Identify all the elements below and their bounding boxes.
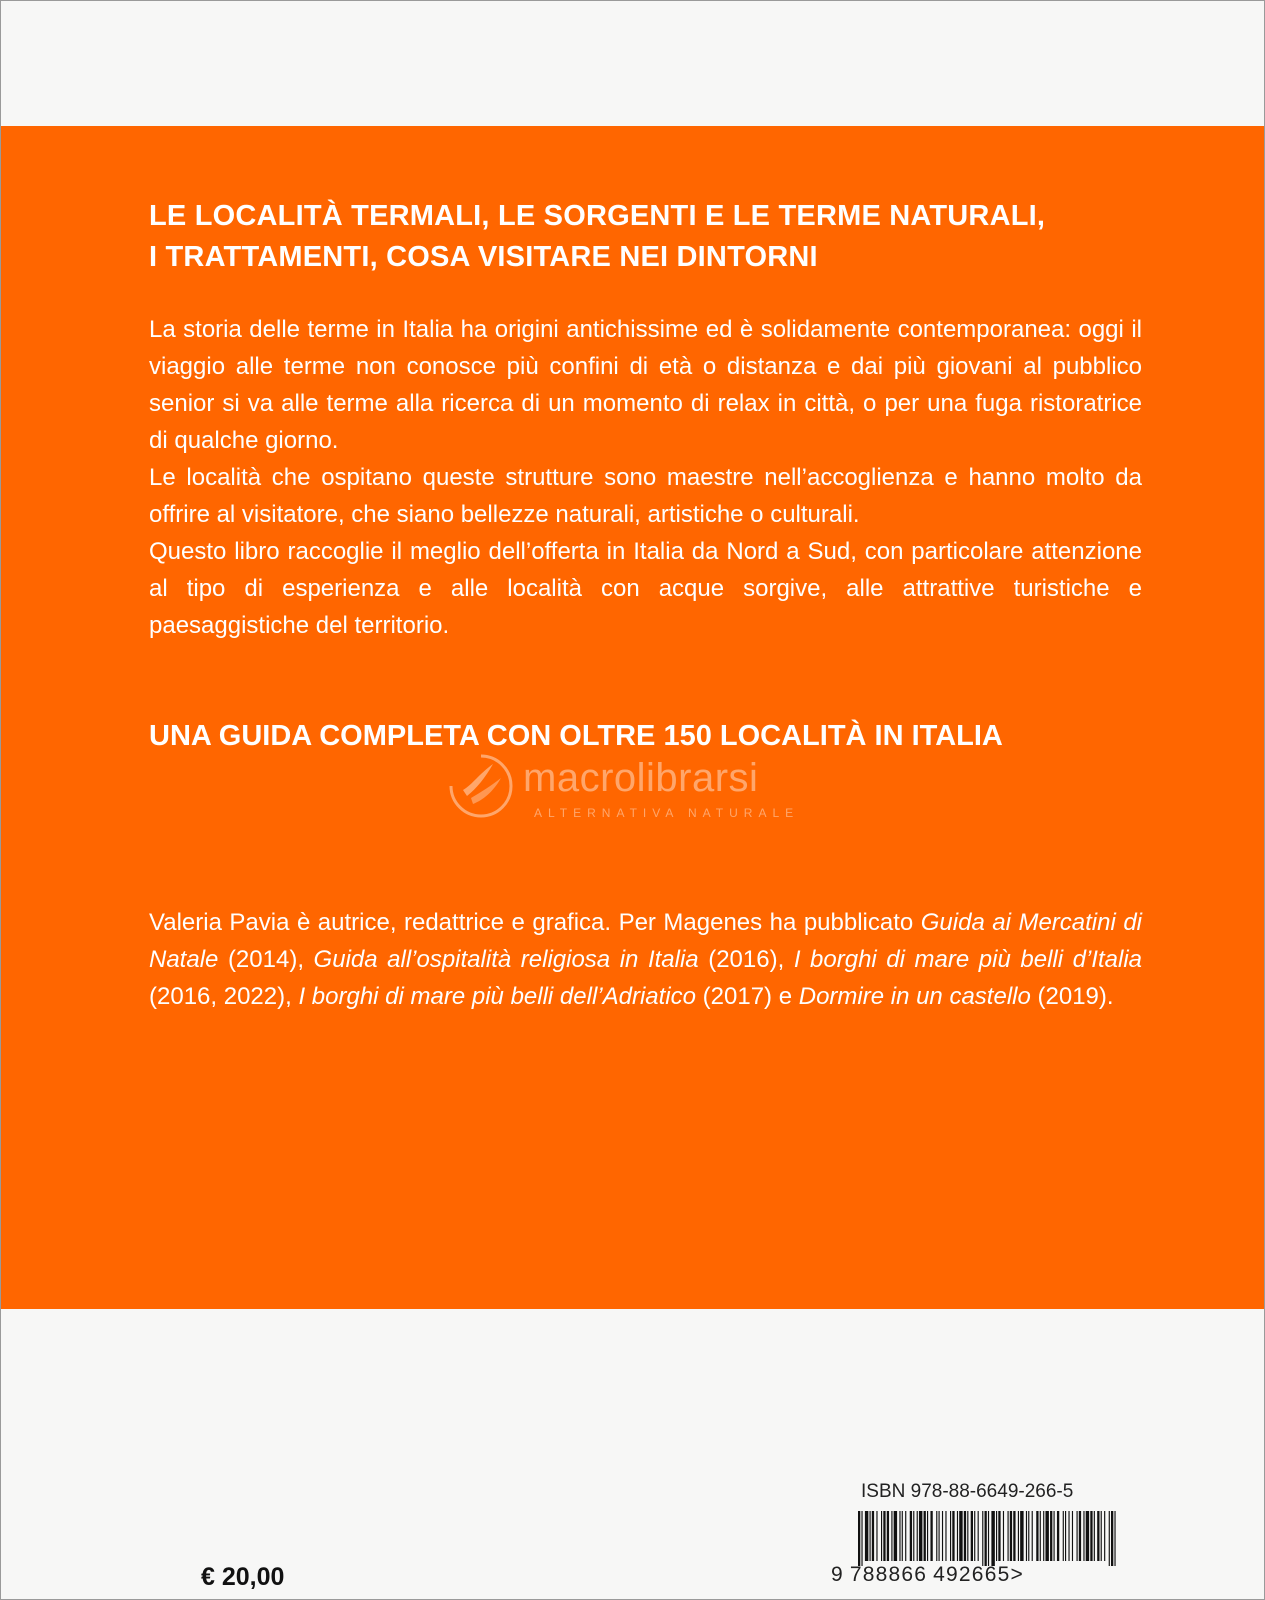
barcode-bar <box>1114 1511 1115 1566</box>
barcode-bar <box>1057 1511 1059 1561</box>
barcode-bar <box>1094 1511 1095 1561</box>
barcode-bar <box>950 1511 951 1561</box>
barcode <box>858 1511 1118 1566</box>
tagline: UNA GUIDA COMPLETA CON OLTRE 150 LOCALITÀ IN ITALIA <box>149 720 1003 752</box>
barcode-digit-group-1: 788866 <box>849 1563 928 1586</box>
barcode-bar <box>899 1511 900 1561</box>
watermark <box>441 746 841 836</box>
headline <box>149 196 1149 278</box>
barcode-bar <box>959 1511 962 1561</box>
barcode-bar <box>1032 1511 1033 1561</box>
description-paragraph-1: La storia delle terme in Italia ha origini antichissime ed è solidamente contemporanea: oggi il viaggio alle terme non conosce più confini di età o distanza e dai più giovani al pubblico senior si va alle terme alla ricerca di un momento di relax in città, o per una fuga ristoratrice di qualche giorno. <box>149 316 1142 454</box>
book-year: (2019). <box>1037 983 1114 1010</box>
book-title: Dormire in un castello <box>798 983 1031 1010</box>
barcode-bar <box>1079 1511 1081 1561</box>
barcode-bar <box>1018 1511 1019 1561</box>
barcode-bar <box>924 1511 926 1561</box>
barcode-bar <box>913 1511 914 1561</box>
barcode-bar <box>996 1511 997 1561</box>
barcode-arrow: > <box>1010 1563 1024 1586</box>
book-title: I borghi di mare più belli d’Italia <box>793 946 1142 973</box>
isbn-label: ISBN 978-88-6649-266-5 <box>861 1481 1074 1502</box>
headline-line-2: I TRATTAMENTI, COSA VISITARE NEI DINTORNI <box>149 241 818 273</box>
barcode-bar <box>883 1511 885 1561</box>
book-year: (2017) e <box>702 983 793 1010</box>
book-title: Guida ai Mercatini di Natale <box>149 909 1142 973</box>
barcode-bar <box>894 1511 897 1561</box>
barcode-bar <box>861 1511 862 1566</box>
barcode-bar <box>858 1511 860 1566</box>
barcode-digits <box>831 1563 1024 1587</box>
book-year: (2016), <box>708 946 785 973</box>
barcode-bar <box>964 1511 966 1561</box>
barcode-bar <box>1040 1511 1041 1561</box>
barcode-bar <box>870 1511 871 1561</box>
barcode-bar <box>1086 1511 1089 1561</box>
description <box>149 311 1142 644</box>
watermark-logo-icon <box>441 746 521 826</box>
barcode-bar <box>982 1511 983 1566</box>
barcode-bar <box>1050 1511 1052 1561</box>
barcode-digit-prefix: 9 <box>831 1563 844 1586</box>
barcode-bar <box>919 1511 922 1561</box>
barcode-bar <box>974 1511 975 1561</box>
author-bio <box>149 904 1142 1015</box>
barcode-bar <box>998 1511 1000 1561</box>
price: € 20,00 <box>201 1563 285 1591</box>
barcode-bar <box>917 1511 918 1561</box>
barcode-bar <box>1013 1511 1015 1561</box>
barcode-bar <box>942 1511 943 1561</box>
headline-line-1: LE LOCALITÀ TERMALI, LE SORGENTI E LE TERME NATURALI, <box>149 200 1046 232</box>
barcode-bar <box>1101 1511 1102 1561</box>
book-year: (2014), <box>227 946 304 973</box>
watermark-tagline: ALTERNATIVA NATURALE <box>534 806 800 820</box>
barcode-bar <box>930 1511 932 1561</box>
author-bio-intro: Valeria Pavia è autrice, redattrice e grafica. Per Magenes ha pubblicato <box>149 909 914 936</box>
barcode-bar <box>1043 1511 1044 1561</box>
barcode-bar <box>1077 1511 1078 1561</box>
barcode-bar <box>1090 1511 1092 1561</box>
barcode-bar <box>1083 1511 1084 1561</box>
barcode-bar <box>971 1511 973 1561</box>
barcode-bar <box>988 1511 989 1566</box>
barcode-bar <box>1097 1511 1099 1561</box>
barcode-bar <box>876 1511 877 1561</box>
barcode-bar <box>1063 1511 1064 1561</box>
barcode-bar <box>985 1511 987 1566</box>
barcode-bar <box>1026 1511 1027 1561</box>
book-title: Guida all’ospitalità religiosa in Italia <box>313 946 699 973</box>
barcode-bar <box>1104 1511 1105 1561</box>
barcode-bar <box>1008 1511 1009 1561</box>
barcode-digit-group-2: 492665 <box>933 1563 1011 1586</box>
barcode-bar <box>991 1511 994 1566</box>
barcode-bar <box>952 1511 954 1561</box>
barcode-bar <box>1045 1511 1048 1561</box>
barcode-bar <box>936 1511 937 1561</box>
barcode-bar <box>902 1511 903 1561</box>
barcode-bar <box>1020 1511 1023 1561</box>
book-title: I borghi di mare più belli dell’Adriatico <box>298 983 696 1010</box>
barcode-bar <box>1065 1511 1066 1561</box>
barcode-bar <box>1036 1511 1038 1561</box>
barcode-bar <box>887 1511 889 1561</box>
barcode-bar <box>927 1511 928 1561</box>
barcode-bar <box>865 1511 868 1561</box>
barcode-bar <box>1111 1511 1113 1566</box>
barcode-bar <box>891 1511 892 1561</box>
barcode-bar <box>1010 1511 1012 1561</box>
barcode-bar <box>939 1511 940 1561</box>
watermark-name: macrolibrarsi <box>523 756 759 800</box>
barcode-bar <box>1003 1511 1004 1561</box>
barcode-bar <box>1109 1511 1110 1566</box>
description-paragraph-2: Le località che ospitano queste strutture sono maestre nell’accoglienza e hanno molto da offrire al visitatore, che siano bellezze naturali, artistiche o culturali. <box>149 464 1142 528</box>
barcode-bar <box>1054 1511 1055 1561</box>
barcode-bar <box>1068 1511 1069 1561</box>
barcode-bar <box>881 1511 882 1561</box>
barcode-bar <box>1028 1511 1029 1561</box>
description-paragraph-3: Questo libro raccoglie il meglio dell’offerta in Italia da Nord a Sud, con particolare attenzione al tipo di esperienza e alle località con acque sorgive, alle attrattive turistiche e paesaggistiche del territorio. <box>149 538 1142 639</box>
barcode-bar <box>910 1511 912 1561</box>
barcode-bar <box>1072 1511 1073 1561</box>
barcode-bar <box>967 1511 968 1561</box>
barcode-bar <box>905 1511 906 1561</box>
barcode-bar <box>872 1511 874 1561</box>
book-year: (2016, 2022), <box>149 983 292 1010</box>
barcode-bar <box>957 1511 958 1561</box>
barcode-bar <box>978 1511 979 1561</box>
barcode-bar <box>945 1511 946 1561</box>
